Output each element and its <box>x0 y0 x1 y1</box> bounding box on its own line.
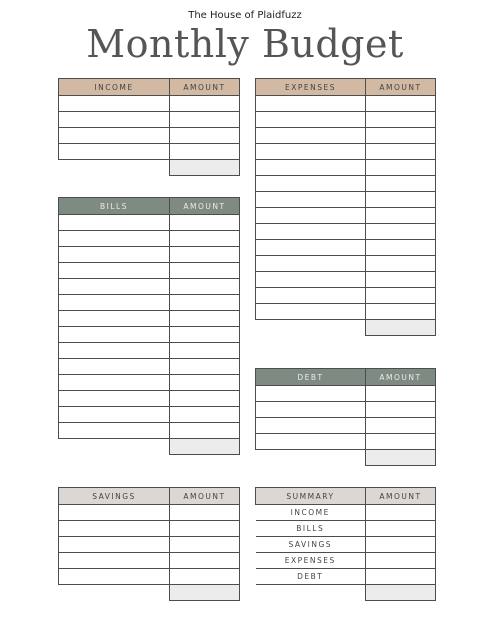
debt-item-cell[interactable] <box>256 434 366 450</box>
expenses-amount-cell[interactable] <box>366 272 436 288</box>
bills-amount-cell[interactable] <box>170 423 240 439</box>
debt-row <box>256 386 436 402</box>
summary-amount-cell[interactable] <box>366 553 436 569</box>
debt-amount-cell[interactable] <box>366 434 436 450</box>
savings-total-box[interactable] <box>170 585 240 601</box>
savings-row <box>59 521 240 537</box>
summary-total-spacer <box>256 585 366 601</box>
bills-total-spacer <box>59 439 170 455</box>
bills-table <box>58 197 240 455</box>
summary-total-box[interactable] <box>366 585 436 601</box>
expenses-item-cell[interactable] <box>256 112 366 128</box>
expenses-item-cell[interactable] <box>256 272 366 288</box>
bills-item-cell[interactable] <box>59 375 170 391</box>
expenses-row <box>256 128 436 144</box>
income-item-cell[interactable] <box>59 144 170 160</box>
bills-row <box>59 407 240 423</box>
expenses-total-box[interactable] <box>366 320 436 336</box>
expenses-amount-cell[interactable] <box>366 192 436 208</box>
expenses-amount-cell[interactable] <box>366 288 436 304</box>
expenses-row <box>256 304 436 320</box>
debt-total-spacer <box>256 450 366 466</box>
savings-row <box>59 537 240 553</box>
expenses-total-spacer <box>256 320 366 336</box>
debt-amount-cell[interactable] <box>366 418 436 434</box>
savings-row <box>59 505 240 521</box>
savings-item-cell[interactable] <box>59 569 170 585</box>
bills-row <box>59 231 240 247</box>
savings-row <box>59 553 240 569</box>
bills-amount-cell[interactable] <box>170 311 240 327</box>
expenses-amount-cell[interactable] <box>366 208 436 224</box>
summary-amount-cell[interactable] <box>366 505 436 521</box>
debt-header: DEBT <box>256 369 366 386</box>
expenses-amount-cell[interactable] <box>366 160 436 176</box>
bills-item-cell[interactable] <box>59 215 170 231</box>
summary-amount-cell[interactable] <box>366 521 436 537</box>
income-row <box>59 112 240 128</box>
bills-row <box>59 279 240 295</box>
expenses-amount-cell[interactable] <box>366 96 436 112</box>
bills-row <box>59 391 240 407</box>
savings-item-cell[interactable] <box>59 537 170 553</box>
bills-item-cell[interactable] <box>59 359 170 375</box>
expenses-table <box>255 78 436 336</box>
summary-amount-cell[interactable] <box>366 569 436 585</box>
bills-row <box>59 215 240 231</box>
expenses-amount-cell[interactable] <box>366 256 436 272</box>
savings-amount-cell[interactable] <box>170 505 240 521</box>
brand-name: The House of Plaidfuzz <box>188 10 302 21</box>
savings-amount-cell[interactable] <box>170 553 240 569</box>
savings-amount-cell[interactable] <box>170 569 240 585</box>
savings-amount-cell[interactable] <box>170 537 240 553</box>
savings-total-spacer <box>59 585 170 601</box>
savings-item-cell[interactable] <box>59 521 170 537</box>
expenses-row <box>256 256 436 272</box>
expenses-item-cell[interactable] <box>256 288 366 304</box>
summary-label-debt: DEBT <box>256 569 366 585</box>
bills-amount-cell[interactable] <box>170 327 240 343</box>
summary-label-bills: BILLS <box>256 521 366 537</box>
bills-item-cell[interactable] <box>59 391 170 407</box>
income-item-cell[interactable] <box>59 128 170 144</box>
bills-item-cell[interactable] <box>59 295 170 311</box>
bills-item-cell[interactable] <box>59 407 170 423</box>
summary-header: SUMMARY <box>256 488 366 505</box>
expenses-amount-cell[interactable] <box>366 304 436 320</box>
expenses-row <box>256 288 436 304</box>
bills-amount-cell[interactable] <box>170 343 240 359</box>
bills-row <box>59 247 240 263</box>
income-amount-cell[interactable] <box>170 144 240 160</box>
savings-amount-cell[interactable] <box>170 521 240 537</box>
expenses-row <box>256 192 436 208</box>
bills-row <box>59 423 240 439</box>
income-row <box>59 96 240 112</box>
expenses-item-cell[interactable] <box>256 304 366 320</box>
expenses-row <box>256 112 436 128</box>
expenses-row <box>256 208 436 224</box>
bills-item-cell[interactable] <box>59 343 170 359</box>
summary-amount-header: AMOUNT <box>366 488 436 505</box>
income-total-box[interactable] <box>170 160 240 176</box>
expenses-amount-cell[interactable] <box>366 240 436 256</box>
savings-header: SAVINGS <box>59 488 170 505</box>
bills-amount-cell[interactable] <box>170 263 240 279</box>
bills-total-box[interactable] <box>170 439 240 455</box>
bills-item-cell[interactable] <box>59 327 170 343</box>
summary-amount-cell[interactable] <box>366 537 436 553</box>
bills-row <box>59 311 240 327</box>
bills-item-cell[interactable] <box>59 247 170 263</box>
debt-item-cell[interactable] <box>256 418 366 434</box>
bills-row <box>59 263 240 279</box>
expenses-item-cell[interactable] <box>256 240 366 256</box>
bills-item-cell[interactable] <box>59 423 170 439</box>
expenses-item-cell[interactable] <box>256 192 366 208</box>
bills-item-cell[interactable] <box>59 231 170 247</box>
bills-row <box>59 359 240 375</box>
bills-row <box>59 295 240 311</box>
expenses-amount-cell[interactable] <box>366 144 436 160</box>
income-amount-cell[interactable] <box>170 112 240 128</box>
bills-row <box>59 327 240 343</box>
expenses-row <box>256 272 436 288</box>
bills-amount-cell[interactable] <box>170 407 240 423</box>
bills-amount-cell[interactable] <box>170 295 240 311</box>
page-title: Monthly Budget <box>86 22 404 66</box>
expenses-row <box>256 160 436 176</box>
debt-row <box>256 434 436 450</box>
savings-row <box>59 569 240 585</box>
income-amount-header: AMOUNT <box>170 79 240 96</box>
bills-header: BILLS <box>59 198 170 215</box>
expenses-item-cell[interactable] <box>256 96 366 112</box>
bills-amount-header: AMOUNT <box>170 198 240 215</box>
bills-row <box>59 375 240 391</box>
expenses-item-cell[interactable] <box>256 224 366 240</box>
income-item-cell[interactable] <box>59 112 170 128</box>
bills-item-cell[interactable] <box>59 311 170 327</box>
bills-amount-cell[interactable] <box>170 247 240 263</box>
summary-label-savings: SAVINGS <box>256 537 366 553</box>
bills-amount-cell[interactable] <box>170 391 240 407</box>
expenses-item-cell[interactable] <box>256 176 366 192</box>
summary-label-expenses: EXPENSES <box>256 553 366 569</box>
bills-amount-cell[interactable] <box>170 279 240 295</box>
savings-item-cell[interactable] <box>59 505 170 521</box>
expenses-item-cell[interactable] <box>256 208 366 224</box>
expenses-item-cell[interactable] <box>256 128 366 144</box>
expenses-row <box>256 224 436 240</box>
debt-item-cell[interactable] <box>256 402 366 418</box>
income-total-spacer <box>59 160 170 176</box>
summary-label-income: INCOME <box>256 505 366 521</box>
bills-amount-cell[interactable] <box>170 359 240 375</box>
expenses-amount-cell[interactable] <box>366 176 436 192</box>
debt-total-box[interactable] <box>366 450 436 466</box>
debt-row <box>256 418 436 434</box>
summary-table <box>255 487 436 601</box>
debt-amount-cell[interactable] <box>366 402 436 418</box>
income-header: INCOME <box>59 79 170 96</box>
bills-item-cell[interactable] <box>59 263 170 279</box>
income-row <box>59 144 240 160</box>
bills-item-cell[interactable] <box>59 279 170 295</box>
income-item-cell[interactable] <box>59 96 170 112</box>
bills-amount-cell[interactable] <box>170 231 240 247</box>
expenses-row <box>256 240 436 256</box>
debt-amount-header: AMOUNT <box>366 369 436 386</box>
expenses-amount-cell[interactable] <box>366 112 436 128</box>
savings-amount-header: AMOUNT <box>170 488 240 505</box>
debt-table <box>255 368 436 466</box>
bills-amount-cell[interactable] <box>170 375 240 391</box>
bills-amount-cell[interactable] <box>170 215 240 231</box>
debt-row <box>256 402 436 418</box>
income-row <box>59 128 240 144</box>
debt-item-cell[interactable] <box>256 386 366 402</box>
expenses-item-cell[interactable] <box>256 144 366 160</box>
expenses-item-cell[interactable] <box>256 160 366 176</box>
debt-amount-cell[interactable] <box>366 386 436 402</box>
bills-row <box>59 343 240 359</box>
expenses-row <box>256 176 436 192</box>
expenses-header: EXPENSES <box>256 79 366 96</box>
savings-item-cell[interactable] <box>59 553 170 569</box>
income-table <box>58 78 240 176</box>
expenses-row <box>256 96 436 112</box>
expenses-amount-cell[interactable] <box>366 224 436 240</box>
income-amount-cell[interactable] <box>170 128 240 144</box>
savings-table <box>58 487 240 601</box>
expenses-amount-cell[interactable] <box>366 128 436 144</box>
expenses-amount-header: AMOUNT <box>366 79 436 96</box>
income-amount-cell[interactable] <box>170 96 240 112</box>
expenses-row <box>256 144 436 160</box>
expenses-item-cell[interactable] <box>256 256 366 272</box>
